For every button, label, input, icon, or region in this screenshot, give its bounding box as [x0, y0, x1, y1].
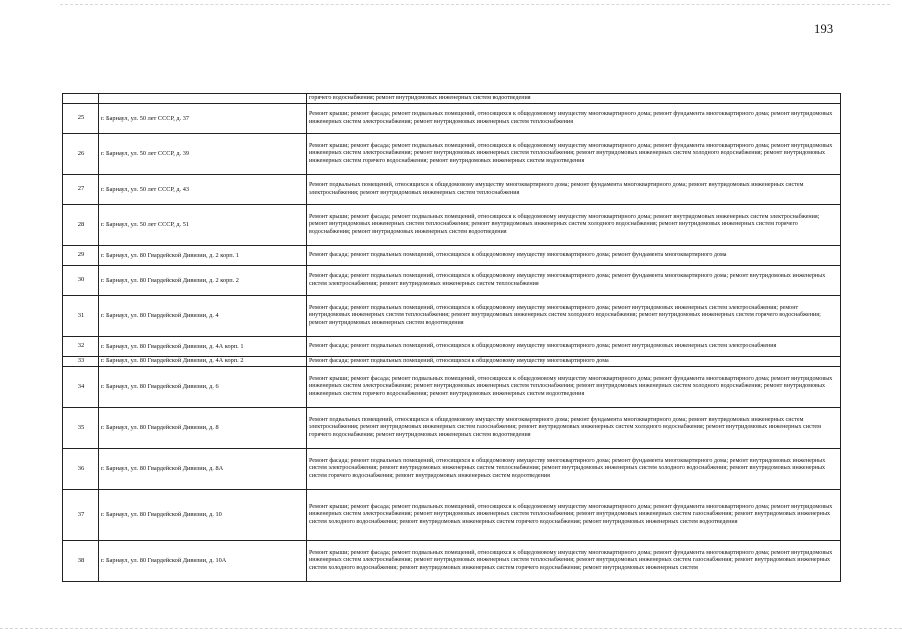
table-row: [63, 266, 841, 296]
table-row: [63, 205, 841, 246]
row-works: Ремонт подвальных помещений, относящихся к общедомовому имуществу многоквартирного дома; ремонт фундамента многоквартирного дома; ремонт внутридомовых инженерных систем электроснабжения; ремонт внутридомовых инженерных систем теплоснабжения: [307, 175, 841, 205]
table-row: [63, 408, 841, 449]
row-works: Ремонт фасада; ремонт подвальных помещений, относящихся к общедомовому имуществу многоквартирного дома; ремонт фундамента многоквартирного дома: [307, 246, 841, 266]
row-works: Ремонт крыши; ремонт фасада; ремонт подвальных помещений, относящихся к общедомовому имуществу многоквартирного дома; ремонт фундамента многоквартирного дома; ремонт внутридомовых инженерных систем электроснабжения; ремонт внутридомовых инженерных систем теплоснабжения: [307, 104, 841, 134]
row-number: 30: [63, 266, 99, 296]
row-address: г. Барнаул, ул. 80 Гвардейской Дивизии, д. 4: [99, 296, 307, 337]
row-address: г. Барнаул, ул. 80 Гвардейской Дивизии, д. 2 корп. 1: [99, 246, 307, 266]
row-number: 34: [63, 367, 99, 408]
table-row: [63, 246, 841, 266]
table-row: [63, 541, 841, 582]
repair-works-table: [62, 93, 841, 582]
row-address: г. Барнаул, ул. 50 лет СССР, д. 51: [99, 205, 307, 246]
row-works: Ремонт крыши; ремонт фасада; ремонт подвальных помещений, относящихся к общедомовому имуществу многоквартирного дома; ремонт фундамента многоквартирного дома; ремонт внутридомовых инженерных систем электроснабжения; ремонт внутридомовых инженерных систем теплоснабжения; ремонт внутридомовых инженерных систем газоснабжения; ремонт внутридомовых инженерных систем холодного водоснабжения; ремонт внутридомовых инженерных систем горячего водоснабжения; ремонт внутридомовых инженерных систем водоотведения: [307, 490, 841, 541]
row-number: 32: [63, 337, 99, 357]
table-row: [63, 449, 841, 490]
table-row: [63, 357, 841, 367]
row-works: Ремонт крыши; ремонт фасада; ремонт подвальных помещений, относящихся к общедомовому имуществу многоквартирного дома; ремонт фундамента многоквартирного дома; ремонт внутридомовых инженерных систем электроснабжения; ремонт внутридомовых инженерных систем теплоснабжения; ремонт внутридомовых инженерных систем холодного водоснабжения; ремонт внутридомовых инженерных систем горячего водоснабжения; ремонт внутридомовых инженерных систем водоотведения: [307, 367, 841, 408]
row-works: Ремонт крыши; ремонт фасада; ремонт подвальных помещений, относящихся к общедомовому имуществу многоквартирного дома; ремонт фундамента многоквартирного дома; ремонт внутридомовых инженерных систем электроснабжения; ремонт внутридомовых инженерных систем теплоснабжения; ремонт внутридомовых инженерных систем газоснабжения; ремонт внутридомовых инженерных систем холодного водоснабжения; ремонт внутридомовых инженерных систем горячего водоснабжения; ремонт внутридомовых инженерных систем: [307, 541, 841, 582]
row-address: г. Барнаул, ул. 80 Гвардейской Дивизии, д. 6: [99, 367, 307, 408]
row-number-empty: [63, 94, 99, 104]
row-works: Ремонт фасада; ремонт подвальных помещений, относящихся к общедомовому имуществу многоквартирного дома: [307, 357, 841, 367]
scan-top-edge: [60, 4, 890, 5]
table-row: [63, 490, 841, 541]
row-address: г. Барнаул, ул. 80 Гвардейской Дивизии, д. 10: [99, 490, 307, 541]
row-works-continuation: горячего водоснабжения; ремонт внутридомовых инженерных систем водоотведения: [307, 94, 841, 104]
row-address-empty: [99, 94, 307, 104]
row-works: Ремонт фасада; ремонт подвальных помещений, относящихся к общедомовому имуществу многоквартирного дома; ремонт внутридомовых инженерных систем электроснабжения: [307, 337, 841, 357]
row-address: г. Барнаул, ул. 80 Гвардейской Дивизии, д. 8: [99, 408, 307, 449]
table-row: [63, 175, 841, 205]
row-address: г. Барнаул, ул. 80 Гвардейской Дивизии, д. 2 корп. 2: [99, 266, 307, 296]
table-row: [63, 337, 841, 357]
row-number: 27: [63, 175, 99, 205]
table-row: [63, 367, 841, 408]
row-number: 29: [63, 246, 99, 266]
row-address: г. Барнаул, ул. 50 лет СССР, д. 39: [99, 134, 307, 175]
row-number: 28: [63, 205, 99, 246]
table-row: [63, 134, 841, 175]
row-address: г. Барнаул, ул. 80 Гвардейской Дивизии, д. 4А корп. 1: [99, 337, 307, 357]
row-address: г. Барнаул, ул. 80 Гвардейской Дивизии, д. 4А корп. 2: [99, 357, 307, 367]
row-number: 26: [63, 134, 99, 175]
row-address: г. Барнаул, ул. 80 Гвардейской Дивизии, д. 8А: [99, 449, 307, 490]
row-number: 25: [63, 104, 99, 134]
table-row-continuation: [63, 94, 841, 104]
row-number: 37: [63, 490, 99, 541]
row-number: 36: [63, 449, 99, 490]
row-works: Ремонт фасада; ремонт подвальных помещений, относящихся к общедомовому имуществу многоквартирного дома; ремонт внутридомовых инженерных систем электроснабжения; ремонт внутридомовых инженерных систем теплоснабжения; ремонт внутридомовых инженерных систем холодного водоснабжения; ремонт внутридомовых инженерных систем горячего водоснабжения; ремонт внутридомовых инженерных систем водоотведения: [307, 296, 841, 337]
row-works: Ремонт фасада; ремонт подвальных помещений, относящихся к общедомовому имуществу многоквартирного дома; ремонт фундамента многоквартирного дома; ремонт внутридомовых инженерных систем электроснабжения; ремонт внутридомовых инженерных систем теплоснабжения; ремонт внутридомовых инженерных систем холодного водоснабжения; ремонт внутридомовых инженерных систем горячего водоснабжения; ремонт внутридомовых инженерных систем водоотведения: [307, 449, 841, 490]
row-number: 31: [63, 296, 99, 337]
scan-bottom-edge: [0, 628, 902, 629]
row-address: г. Барнаул, ул. 50 лет СССР, д. 43: [99, 175, 307, 205]
table-row: [63, 296, 841, 337]
table-row: [63, 104, 841, 134]
row-works: Ремонт крыши; ремонт фасада; ремонт подвальных помещений, относящихся к общедомовому имуществу многоквартирного дома; ремонт внутридомовых инженерных систем электроснабжения; ремонт внутридомовых инженерных систем теплоснабжения; ремонт внутридомовых инженерных систем холодного водоснабжения; ремонт внутридомовых инженерных систем горячего водоснабжения; ремонт внутридомовых инженерных систем водоотведения: [307, 205, 841, 246]
row-address: г. Барнаул, ул. 50 лет СССР, д. 37: [99, 104, 307, 134]
row-works: Ремонт подвальных помещений, относящихся к общедомовому имуществу многоквартирного дома; ремонт фундамента многоквартирного дома; ремонт внутридомовых инженерных систем электроснабжения; ремонт внутридомовых инженерных систем газоснабжения; ремонт внутридомовых инженерных систем холодного водоснабжения; ремонт внутридомовых инженерных систем горячего водоснабжения; ремонт внутридомовых инженерных систем водоотведения: [307, 408, 841, 449]
row-address: г. Барнаул, ул. 80 Гвардейской Дивизии, д. 10А: [99, 541, 307, 582]
page-number: 193: [814, 22, 834, 36]
row-works: Ремонт крыши; ремонт фасада; ремонт подвальных помещений, относящихся к общедомовому имуществу многоквартирного дома; ремонт фундамента многоквартирного дома; ремонт внутридомовых инженерных систем электроснабжения; ремонт внутридомовых инженерных систем теплоснабжения; ремонт внутридомовых инженерных систем холодного водоснабжения; ремонт внутридомовых инженерных систем горячего водоснабжения; ремонт внутридомовых инженерных систем водоотведения: [307, 134, 841, 175]
row-works: Ремонт фасада; ремонт подвальных помещений, относящихся к общедомовому имуществу многоквартирного дома; ремонт фундамента многоквартирного дома; ремонт внутридомовых инженерных систем электроснабжения; ремонт внутридомовых инженерных систем теплоснабжения: [307, 266, 841, 296]
row-number: 33: [63, 357, 99, 367]
row-number: 38: [63, 541, 99, 582]
row-number: 35: [63, 408, 99, 449]
